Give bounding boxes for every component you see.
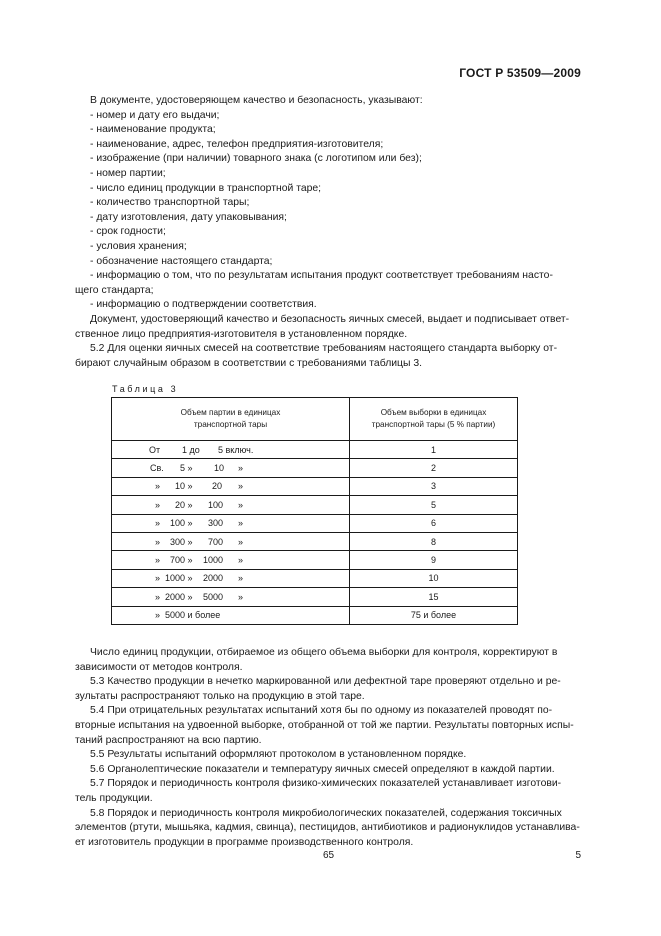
range-prefix: » (155, 481, 161, 492)
clause-5-8-line: ет изготовитель продукции в программе производственного контроля. (75, 836, 414, 848)
range-from: 700 » (170, 555, 193, 566)
list-item-continuation: щего стандарта; (75, 284, 154, 296)
clause-5-8-line: элементов (ртути, мышьяка, кадмия, свинца), пестицидов, антибиотиков и радионуклидов устанавлива- (75, 822, 580, 834)
range-prefix: Св. (150, 463, 164, 474)
page-number-center: 65 (323, 850, 335, 861)
table-row (112, 514, 518, 532)
clause-5-5: 5.5 Результаты испытаний оформляют протоколом в установленном порядке. (90, 749, 467, 761)
clause-5-3-line: 5.3 Качество продукции в нечетко маркированной или дефектной таре проверяют отдельно и ре- (90, 676, 561, 688)
header-sample-size-line: транспортной тары (5 % партии) (371, 420, 496, 429)
clause-5-4-line: вторные испытания на удвоенной выборке, отобранной от той же партии. Результаты повторных испы- (75, 719, 574, 731)
range-from: 2000 » (165, 591, 193, 602)
list-item: - срок годности; (90, 226, 166, 238)
clause-5-4-line: таний распространяют на всю партию. (75, 734, 262, 746)
table-row (112, 477, 518, 495)
sample-size-cell: 75 и более (350, 606, 518, 624)
range-from: 100 » (170, 518, 193, 529)
range-prefix: » (155, 499, 161, 510)
table-row (112, 588, 518, 606)
range-to: 2000 (203, 573, 224, 584)
list-item: - номер и дату его выдачи; (90, 109, 220, 121)
range-ditto: » (238, 463, 244, 474)
table-caption: Таблица 3 (112, 384, 179, 394)
clause-5-7-line: тель продукции. (75, 792, 153, 804)
range-from: 5000 и более (165, 610, 221, 621)
range-to: 5 включ. (218, 444, 254, 455)
range-ditto: » (238, 536, 244, 547)
clause-5-8-line: 5.8 Порядок и периодичность контроля микробиологических показателей, содержания токсичных (90, 807, 562, 819)
range-from: 1 до (182, 444, 200, 455)
clause-5-2-line: бирают случайным образом в соответствии с требованиями таблицы 3. (75, 357, 423, 369)
range-to: 100 (208, 499, 224, 510)
header-lot-size-line: Объем партии в единицах (180, 408, 281, 417)
range-prefix: » (155, 591, 161, 602)
table-row (112, 569, 518, 587)
range-to: 20 (212, 481, 223, 492)
lot-size-cell (112, 477, 350, 495)
table-header-row (112, 398, 518, 441)
list-item: - наименование, адрес, телефон предприятия-изготовителя; (90, 138, 384, 150)
range-prefix: » (155, 610, 161, 621)
clause-5-6: 5.6 Органолептические показатели и температуру яичных смесей определяют в каждой партии. (90, 763, 555, 775)
lot-size-cell (112, 606, 350, 624)
list-item: - информацию о подтверждении соответствия. (90, 299, 317, 311)
lot-size-cell (112, 532, 350, 550)
sample-size-cell: 9 (350, 551, 518, 569)
table-row (112, 441, 518, 459)
range-ditto: » (238, 499, 244, 510)
range-prefix: » (155, 555, 161, 566)
section-body-continued (75, 646, 582, 850)
range-from: 1000 » (165, 573, 193, 584)
table-row (112, 606, 518, 624)
range-ditto: » (238, 518, 244, 529)
paragraph-line: зависимости от методов контроля. (75, 661, 243, 673)
range-from: 300 » (170, 536, 193, 547)
document-paragraph-line: ственное лицо предприятия-изготовителя в установленном порядке. (75, 328, 408, 340)
page-number-right: 5 (575, 850, 581, 861)
table-row (112, 459, 518, 477)
range-prefix: » (155, 518, 161, 529)
intro-paragraph: В документе, удостоверяющем качество и безопасность, указывают: (90, 95, 423, 106)
standard-code: ГОСТ Р 53509—2009 (459, 66, 581, 80)
document-paragraph-line: Документ, удостоверяющий качество и безопасность яичных смесей, выдает и подписывает ответ- (90, 313, 570, 325)
clause-5-4-line: 5.4 При отрицательных результатах испытаний хотя бы по одному из показателей проводят по- (90, 705, 553, 717)
header-lot-size (112, 398, 350, 441)
list-item: - наименование продукта; (90, 124, 216, 136)
range-prefix: От (149, 444, 161, 455)
lot-size-cell (112, 514, 350, 532)
list-item: - дату изготовления, дату упаковывания; (90, 211, 287, 223)
requirements-list (75, 109, 582, 313)
sample-size-cell: 15 (350, 588, 518, 606)
range-to: 300 (208, 518, 224, 529)
list-item: - изображение (при наличии) товарного знака (с логотипом или без); (90, 153, 422, 165)
range-ditto: » (238, 481, 244, 492)
range-to: 700 (208, 536, 224, 547)
sample-size-cell: 3 (350, 477, 518, 495)
clause-5-2-line: 5.2 Для оценки яичных смесей на соответствие требованиям настоящего стандарта выборку от- (90, 343, 558, 355)
sample-size-cell: 8 (350, 532, 518, 550)
header-sample-size (350, 398, 518, 441)
range-from: 20 » (175, 499, 193, 510)
list-item: - число единиц продукции в транспортной таре; (90, 182, 322, 194)
sample-size-cell: 1 (350, 441, 518, 459)
sample-size-cell: 10 (350, 569, 518, 587)
lot-size-cell (112, 551, 350, 569)
lot-size-cell (112, 569, 350, 587)
paragraph-line: Число единиц продукции, отбираемое из общего объема выборки для контроля, корректируют в (90, 647, 558, 658)
sample-size-cell: 2 (350, 459, 518, 477)
list-item: - информацию о том, что по результатам испытания продукт соответствует требованиям насто- (90, 270, 553, 282)
lot-size-cell (112, 588, 350, 606)
sample-size-cell: 5 (350, 496, 518, 514)
lot-size-cell (112, 459, 350, 477)
list-item: - количество транспортной тары; (90, 197, 250, 209)
lot-size-cell (112, 496, 350, 514)
range-ditto: » (238, 573, 244, 584)
range-from: 10 » (175, 481, 193, 492)
section-body (75, 94, 582, 371)
table-row (112, 496, 518, 514)
range-prefix: » (155, 536, 161, 547)
lot-size-cell (112, 441, 350, 459)
list-item: - номер партии; (90, 167, 166, 179)
clause-5-3-line: зультаты распространяют только на продукцию в этой таре. (75, 690, 365, 702)
range-to: 1000 (203, 555, 224, 566)
table-row (112, 532, 518, 550)
range-ditto: » (238, 591, 244, 602)
sampling-table (111, 397, 518, 625)
clause-5-7-line: 5.7 Порядок и периодичность контроля физико-химических показателей устанавливает изготови- (90, 778, 562, 790)
header-sample-size-line: Объем выборки в единицах (380, 408, 487, 417)
sample-size-cell: 6 (350, 514, 518, 532)
range-from: 5 » (180, 463, 193, 474)
range-ditto: » (238, 555, 244, 566)
list-item: - условия хранения; (90, 240, 187, 252)
list-item: - обозначение настоящего стандарта; (90, 255, 273, 267)
range-to: 10 (214, 463, 225, 474)
range-to: 5000 (203, 591, 224, 602)
range-prefix: » (155, 573, 161, 584)
table-row (112, 551, 518, 569)
header-lot-size-line: транспортной тары (193, 420, 268, 429)
